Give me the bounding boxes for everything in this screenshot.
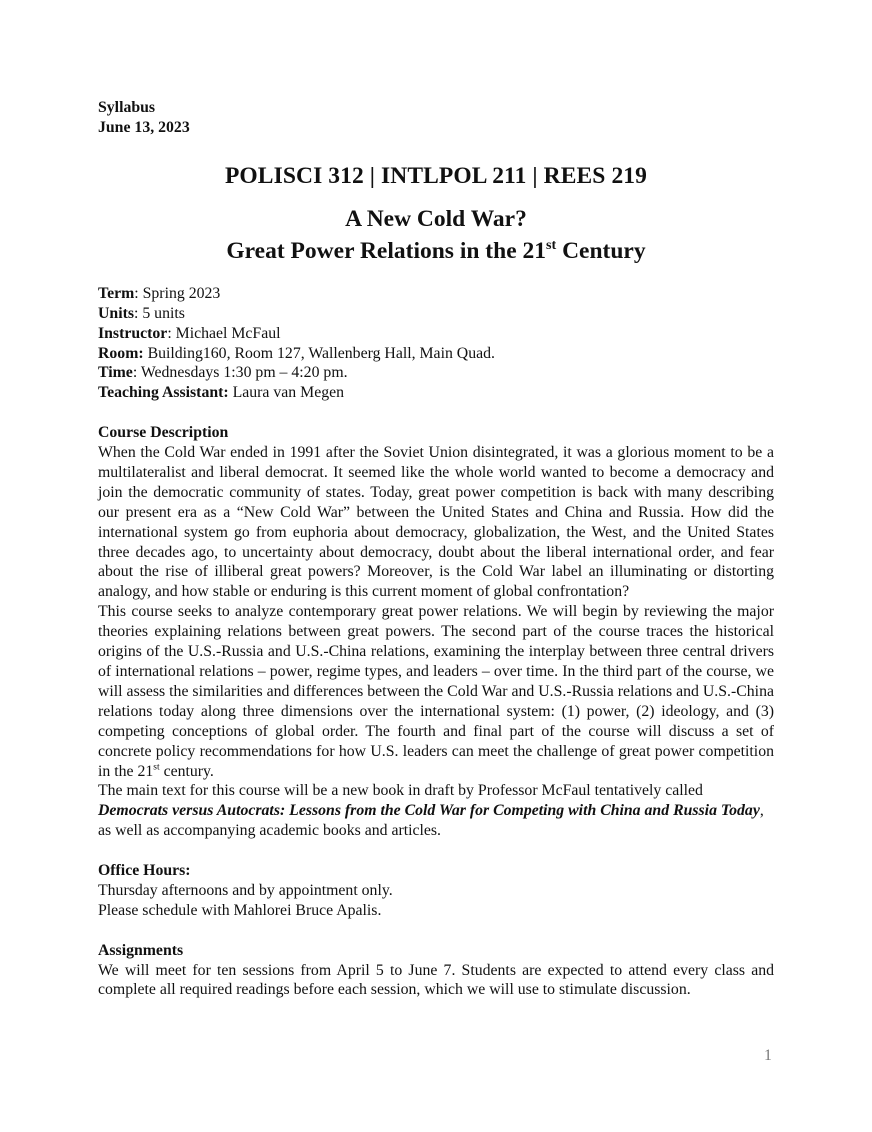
course-codes: POLISCI 312 | INTLPOL 211 | REES 219 — [224, 162, 648, 189]
units-value: : 5 units — [134, 304, 185, 322]
assignments-section — [98, 941, 774, 1001]
description-paragraph-2-text: This course seeks to analyze contemporary great power relations. We will begin by reviewing the major theories explaining relations between great powers. The second part of the course traces the historical origins of the U.S.-Russia and U.S.-China relations, examining the interplay between three central drivers of international relations – power, regime types, and leaders – over time. In the third part of the course, we will assess the similarities and differences between the Cold War and U.S.-Russia relations and U.S.-China relations today along three dimensions over the international system: (1) power, (2) ideology, and (3) competing conceptions of global order. The fourth and final part of the course will discuss a set of concrete policy recommendations for how U.S. leaders can meet the challenge of great power competition in the 21 — [98, 603, 774, 780]
title-superscript: st — [546, 236, 557, 253]
term-row — [98, 284, 774, 304]
time-value: : Wednesdays 1:30 pm – 4:20 pm. — [132, 364, 348, 382]
course-info — [98, 284, 774, 403]
assignments-paragraph: We will meet for ten sessions from April 5 to June 7. Students are expected to attend every class and complete all required readings before each session, which we will use to stimulate discussion. — [98, 961, 774, 999]
instructor-value: : Michael McFaul — [167, 324, 281, 342]
syllabus-label: Syllabus — [98, 99, 156, 116]
document-page — [98, 98, 774, 1000]
room-row — [98, 344, 774, 364]
course-description-section — [98, 423, 774, 841]
syllabus-date: June 13, 2023 — [98, 118, 190, 136]
course-description-heading: Course Description — [98, 424, 229, 442]
title-line-2-text: Great Power Relations in the 21 — [226, 237, 546, 264]
office-hours-heading: Office Hours: — [98, 862, 191, 880]
ta-row — [98, 383, 774, 403]
term-label: Term — [98, 284, 135, 302]
description-paragraph-3 — [98, 781, 774, 841]
term-value: : Spring 2023 — [134, 284, 221, 302]
description-paragraph-2 — [98, 602, 774, 781]
ta-label: Teaching Assistant: — [98, 384, 229, 402]
instructor-row — [98, 324, 774, 344]
time-label: Time — [98, 364, 133, 382]
book-title: Democrats versus Autocrats: Lessons from the Cold War for Competing with China and Russia Today — [98, 802, 760, 820]
title-line-2-end: Century — [556, 237, 646, 264]
description-paragraph-1: When the Cold War ended in 1991 after the Soviet Union disintegrated, it was a glorious moment to be a multilateralist and liberal democrat. It seemed like the whole world wanted to become a democracy and join the democratic community of states. Today, great power competition is back with many describing our present era as a “New Cold War” between the United States and China and Russia. How did the international system go from euphoria about democracy, globalization, the West, and the United States three decades ago, to uncertainty about democracy, doubt about the liberal international order, and fear about the rise of illiberal great powers? Moreover, is the Cold War label an illuminating or distorting analogy, and how stable or enduring is this current moment of global confrontation? — [98, 444, 774, 601]
office-hours-line-1: Thursday afternoons and by appointment only. — [98, 881, 393, 899]
title-line-2 — [98, 235, 774, 267]
office-hours-section — [98, 861, 774, 921]
time-row — [98, 363, 774, 383]
office-hours-line-2: Please schedule with Mahlorei Bruce Apalis. — [98, 901, 382, 919]
description-paragraph-2-end: century. — [159, 762, 214, 780]
room-label: Room: — [98, 344, 144, 362]
page-number: 1 — [764, 1047, 772, 1064]
title-line-1: A New Cold War? — [345, 205, 527, 232]
assignments-heading: Assignments — [98, 941, 184, 959]
description-paragraph-3-text: The main text for this course will be a new book in draft by Professor McFaul tentatively called — [98, 782, 703, 800]
instructor-label: Instructor — [98, 324, 168, 342]
ta-value: Laura van Megen — [228, 384, 345, 402]
description-paragraph-3-end: , as well as accompanying academic books and articles. — [98, 802, 764, 840]
room-value: Building160, Room 127, Wallenberg Hall, Main Quad. — [143, 344, 495, 362]
units-row — [98, 304, 774, 324]
description-superscript: st — [153, 762, 160, 773]
course-title — [98, 203, 774, 267]
units-label: Units — [98, 304, 134, 322]
